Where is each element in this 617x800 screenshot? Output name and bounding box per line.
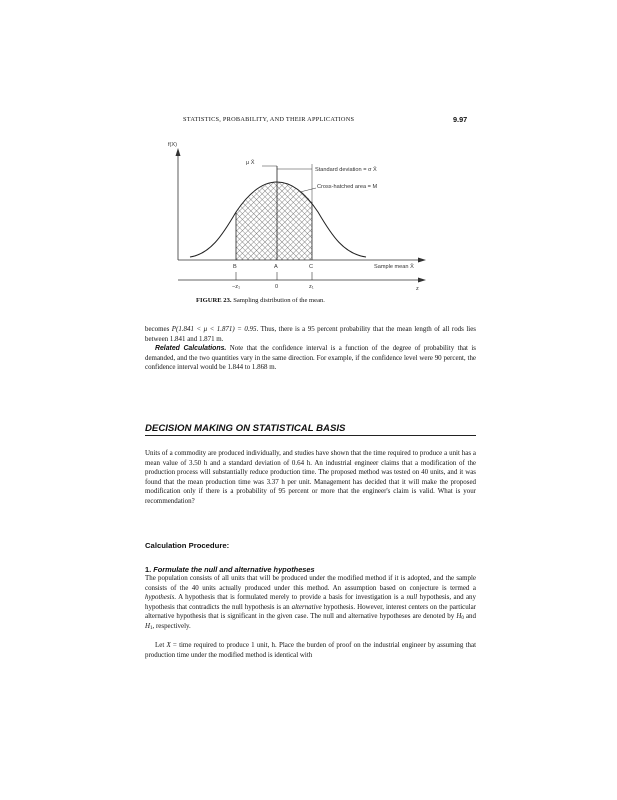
- paragraph-hypotheses: The population consists of all units that will be produced under the modified method if it is adopted, and the sample consists of the 40 units actually produced under this method. An assumption based on conjecture is termed a hypothesis. A hypothesis that is formulated merely to provide a basis for investigation is a null hypothesis, and any hypothesis that contradicts the null hypothesis is an alternative hypothesis. However, interest centers on the particular alternative hypothesis that is significant in the given case. The null and alternative hypotheses are denoted by $H_0$ and $H_1$, respectively.: [145, 574, 476, 631]
- related-calculations-heading: Related Calculations.: [155, 345, 227, 352]
- x-axis-label: Sample mean X̄: [374, 264, 414, 270]
- point-c-label: C: [309, 264, 314, 270]
- paragraph-result: becomes P(1.841 < μ < 1.871) = 0.95. Thus, there is a 95 percent probability that the mean length of all rods lies between 1.841 and 1.871 m.: [145, 325, 476, 343]
- y-axis-label: f(X): [168, 142, 178, 148]
- procedure-title: Calculation Procedure:: [145, 541, 230, 550]
- paragraph-problem: Units of a commodity are produced individually, and studies have shown that the time required to produce a unit has a mean value of 3.50 h and a standard deviation of 0.64 h. An industrial engineer claims that a modification of the production process will substantially reduce production time. The proposed method was tested on 40 units, and it was found that the mean production time was 3.37 h per unit. Management has decided that it will make the proposed modification only if there is a probability of 95 percent or more that the engineer's claim is valid. What is your recommendation?: [145, 449, 476, 505]
- z-pos-label: z₁: [309, 284, 314, 290]
- caption-text: Sampling distribution of the mean.: [233, 297, 325, 304]
- running-head: STATISTICS, PROBABILITY, AND THEIR APPLICATIONS: [183, 116, 355, 123]
- page-number: 9.97: [453, 115, 468, 124]
- step-1-heading: 1. Formulate the null and alternative hypotheses: [145, 565, 315, 574]
- paragraph-let-x: Let X = time required to produce 1 unit, h. Place the burden of proof on the industrial engineer by assuming that production time under the modified method is identical with: [145, 641, 476, 659]
- z-axis-arrow: [418, 278, 426, 283]
- sampling-distribution-figure: [160, 126, 450, 296]
- std-dev-label: Standard deviation = σ X̄: [315, 167, 377, 173]
- z-zero-label: 0: [275, 284, 279, 290]
- section-title: DECISION MAKING ON STATISTICAL BASIS: [145, 423, 346, 434]
- point-a-label: A: [274, 264, 278, 270]
- section-rule: [145, 435, 476, 436]
- point-b-label: B: [233, 264, 237, 270]
- area-label: Cross-hatched area = M: [317, 184, 378, 190]
- figure-caption: [196, 297, 325, 304]
- mu-label: μ X̄: [246, 160, 255, 166]
- z-neg-label: −z₁: [232, 284, 240, 290]
- y-axis-arrow: [176, 148, 181, 156]
- paragraph-related-calculations: Related Calculations. Note that the confidence interval is a function of the degree of probability that is demanded, and the two quantities vary in the same direction. For example, if the confidence level were 90 percent, the confidence interval would be 1.844 to 1.868 m.: [145, 344, 476, 372]
- x-axis-arrow: [418, 258, 426, 263]
- caption-label: FIGURE 23.: [196, 297, 232, 304]
- z-axis-label: z: [416, 286, 419, 292]
